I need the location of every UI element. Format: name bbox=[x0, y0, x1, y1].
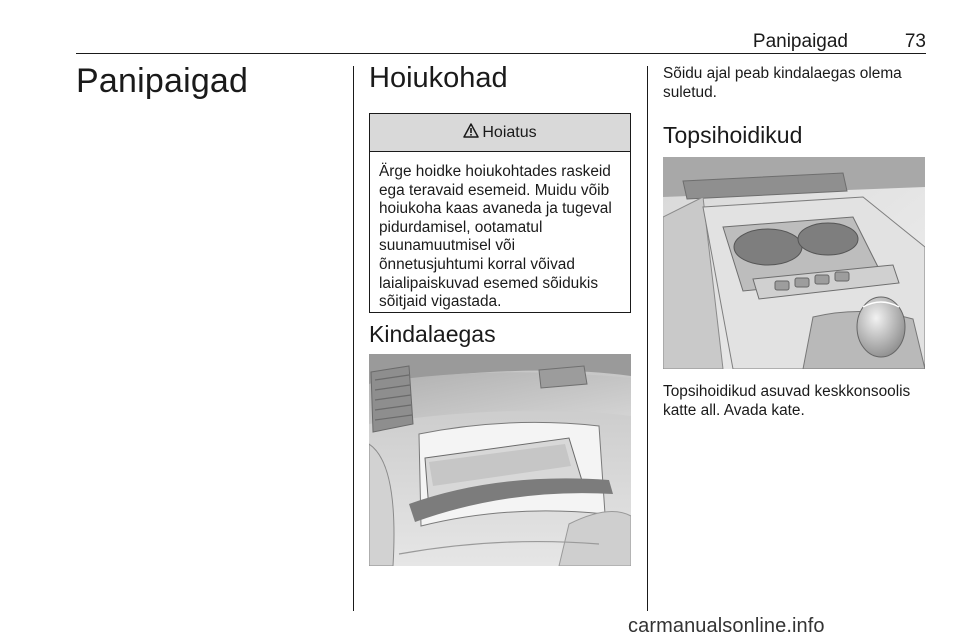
watermark: carmanualsonline.info bbox=[628, 615, 825, 637]
warning-text bbox=[370, 152, 630, 312]
warning-line: laialipaiskuvad esemed sõidukis bbox=[379, 274, 599, 292]
running-header-title: Panipaigad bbox=[752, 31, 848, 52]
glovebox-text bbox=[663, 65, 902, 102]
column-divider-right bbox=[647, 66, 648, 611]
warning-line: õnnetusjuhtumi korral võivad bbox=[379, 255, 575, 273]
column-divider-left bbox=[353, 66, 354, 611]
warning-line: Ärge hoidke hoiukohtades raskeid bbox=[379, 163, 611, 180]
text-line: suletud. bbox=[663, 83, 717, 101]
warning-line: pidurdamisel, ootamatul bbox=[379, 218, 543, 236]
page-number: 73 bbox=[904, 31, 926, 52]
warning-title: Hoiatus bbox=[482, 123, 537, 141]
warning-box bbox=[369, 113, 631, 313]
header-rule bbox=[76, 53, 926, 54]
text-line: Sõidu ajal peab kindalaegas olema bbox=[663, 65, 902, 82]
section-heading-cupholders: Topsihoidikud bbox=[663, 122, 803, 148]
warning-line: hoiukoha kaas avaneda ja tugeval bbox=[379, 200, 612, 218]
chapter-title: Panipaigad bbox=[76, 62, 249, 100]
warning-line: sõitjaid vigastada. bbox=[379, 293, 502, 311]
warning-triangle-icon bbox=[463, 123, 482, 143]
warning-line: ega teravaid esemeid. Muidu võib bbox=[379, 181, 610, 199]
section-heading-storage: Hoiukohad bbox=[369, 62, 508, 94]
glovebox-illustration bbox=[369, 354, 631, 566]
section-heading-glovebox: Kindalaegas bbox=[369, 321, 496, 347]
cupholder-illustration bbox=[663, 157, 925, 369]
warning-line: suunamuutmisel või bbox=[379, 237, 516, 255]
warning-header bbox=[370, 114, 630, 152]
text-line: Topsihoidikud asuvad keskkonsoolis bbox=[663, 383, 911, 400]
cupholders-text bbox=[663, 383, 910, 420]
text-line: katte all. Avada kate. bbox=[663, 401, 805, 419]
